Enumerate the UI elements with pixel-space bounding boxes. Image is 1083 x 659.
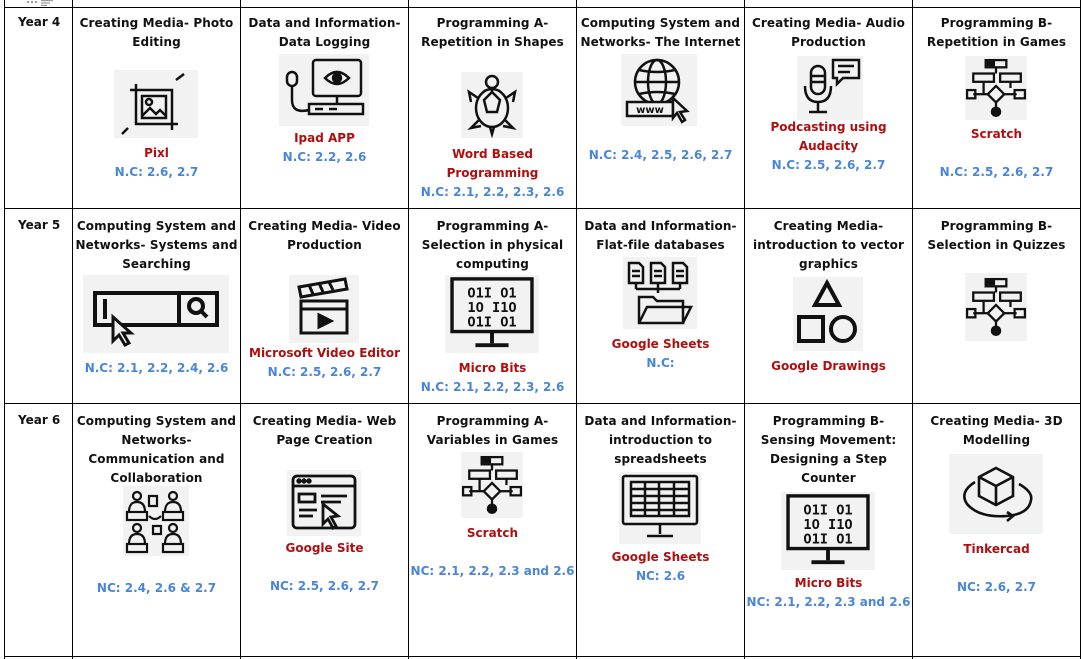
nc-reference: N.C: 2.1, 2.2, 2.3, 2.6 <box>420 380 565 394</box>
tool-label: Micro Bits <box>794 576 863 590</box>
tool-label: Word Based Programming <box>446 147 539 180</box>
unit-cell-y5-physical-computing <box>409 209 576 403</box>
data-logger-icon <box>279 54 369 126</box>
files-folder-icon <box>623 257 697 329</box>
turtle-icon <box>461 72 523 138</box>
unit-title: Data and Information- Flat-file databases <box>584 219 737 252</box>
unit-title: Creating Media- introduction to vector graphics <box>753 219 904 271</box>
nc-reference: N.C: 2.4, 2.5, 2.6, 2.7 <box>588 148 733 162</box>
nc-reference: N.C: 2.2, 2.6 <box>282 150 367 164</box>
clapperboard-icon <box>289 275 359 343</box>
shapes-icon <box>793 277 863 351</box>
nc-reference: NC: 2.5, 2.6, 2.7 <box>269 579 380 593</box>
unit-cell-y4-data-logging <box>241 8 408 208</box>
nc-reference: NC: 2.1, 2.2, 2.3 and 2.6 <box>746 595 911 609</box>
flowchart-icon <box>965 56 1027 120</box>
nc-reference: N.C: 2.1, 2.2, 2.4, 2.6 <box>84 361 229 375</box>
unit-title: Creating Media- Web Page Creation <box>252 414 397 447</box>
unit-cell-y5-vector-graphics <box>745 209 912 403</box>
cube-rotate-icon <box>949 454 1043 534</box>
tool-label: Google Sheets <box>611 550 710 564</box>
unit-cell-y5-video <box>241 209 408 403</box>
unit-title: Data and Information- introduction to spreadsheets <box>584 414 737 466</box>
nc-reference: N.C: 2.5, 2.6, 2.7 <box>267 365 382 379</box>
nc-reference: NC: 2.1, 2.2, 2.3 and 2.6 <box>410 564 575 578</box>
tool-label: Google Site <box>285 541 364 555</box>
svg-text:www: www <box>636 105 664 116</box>
microphone-icon <box>797 56 863 120</box>
unit-title: Creating Media- 3D Modelling <box>930 414 1063 447</box>
year-label-6: Year 6 <box>18 413 61 427</box>
unit-title: Computing System and Networks- The Internet <box>580 16 741 49</box>
tool-label: Tinkercad <box>963 542 1030 556</box>
unit-title: Creating Media- Audio Production <box>751 16 906 49</box>
collaboration-icon <box>123 486 189 556</box>
unit-cell-y6-web-page <box>241 404 408 656</box>
unit-title: Computing System and Networks- Systems and Searching <box>75 219 238 271</box>
nc-reference: N.C: 2.5, 2.6, 2.7 <box>939 165 1054 179</box>
unit-cell-y4-photo-editing <box>73 8 240 208</box>
tool-label: Ipad APP <box>294 131 355 145</box>
tool-label: Google Drawings <box>771 359 886 373</box>
unit-cell-y6-step-counter <box>745 404 912 656</box>
year-label-5: Year 5 <box>18 218 61 232</box>
unit-cell-y6-communication <box>73 404 240 656</box>
tool-label: Pixl <box>144 146 169 160</box>
unit-cell-y6-3d-modelling <box>913 404 1080 656</box>
tool-label: Microsoft Video Editor <box>249 346 400 360</box>
year-label-4: Year 4 <box>18 15 61 29</box>
nc-reference: NC: 2.4, 2.6 & 2.7 <box>96 581 217 595</box>
flowchart-icon <box>965 273 1027 341</box>
tool-label: Scratch <box>466 526 519 540</box>
spreadsheet-monitor-icon <box>619 472 701 544</box>
table-move-handle-icon[interactable] <box>27 0 55 6</box>
web-page-icon <box>287 470 361 536</box>
unit-cell-y5-searching <box>73 209 240 403</box>
unit-title: Computing System and Networks- Communication and Collaboration <box>76 414 237 485</box>
tool-label: Podcasting using Audacity <box>770 120 887 153</box>
binary-monitor-icon <box>445 275 539 353</box>
unit-title: Creating Media- Video Production <box>248 219 401 252</box>
unit-title: Programming A- Repetition in Shapes <box>421 16 564 49</box>
tool-label: Google Sheets <box>611 337 710 351</box>
unit-title: Programming A- Variables in Games <box>426 414 559 447</box>
binary-monitor-icon <box>781 492 875 570</box>
tool-label: Scratch <box>970 127 1023 141</box>
unit-title: Programming A- Selection in physical computing <box>421 219 564 271</box>
unit-cell-y4-audio <box>745 8 912 208</box>
nc-reference: NC: 2.6, 2.7 <box>956 580 1037 594</box>
unit-title: Data and Information- Data Logging <box>248 16 401 49</box>
nc-reference: N.C: <box>646 356 675 370</box>
www-globe-icon <box>621 54 697 126</box>
crop-photo-icon <box>114 70 198 138</box>
unit-cell-y4-repetition-games <box>913 8 1080 208</box>
nc-reference: N.C: 2.5, 2.6, 2.7 <box>771 158 886 172</box>
unit-cell-y6-variables <box>409 404 576 656</box>
nc-reference: N.C: 2.1, 2.2, 2.3, 2.6 <box>420 185 565 199</box>
search-bar-icon <box>83 275 229 353</box>
unit-title: Programming B- Selection in Quizzes <box>927 219 1066 252</box>
unit-title: Programming B- Sensing Movement: Designing a Step Counter <box>760 414 897 485</box>
unit-cell-y5-databases <box>577 209 744 403</box>
unit-cell-y5-selection-quizzes <box>913 209 1080 403</box>
tool-label: Micro Bits <box>458 361 527 375</box>
unit-title: Creating Media- Photo Editing <box>79 16 234 49</box>
unit-title: Programming B- Repetition in Games <box>926 16 1067 49</box>
nc-reference: NC: 2.6 <box>635 569 686 583</box>
flowchart-icon <box>461 452 523 518</box>
unit-cell-y4-repetition-shapes <box>409 8 576 208</box>
nc-reference: N.C: 2.6, 2.7 <box>114 165 199 179</box>
unit-cell-y4-internet <box>577 8 744 208</box>
unit-cell-y6-spreadsheets <box>577 404 744 656</box>
